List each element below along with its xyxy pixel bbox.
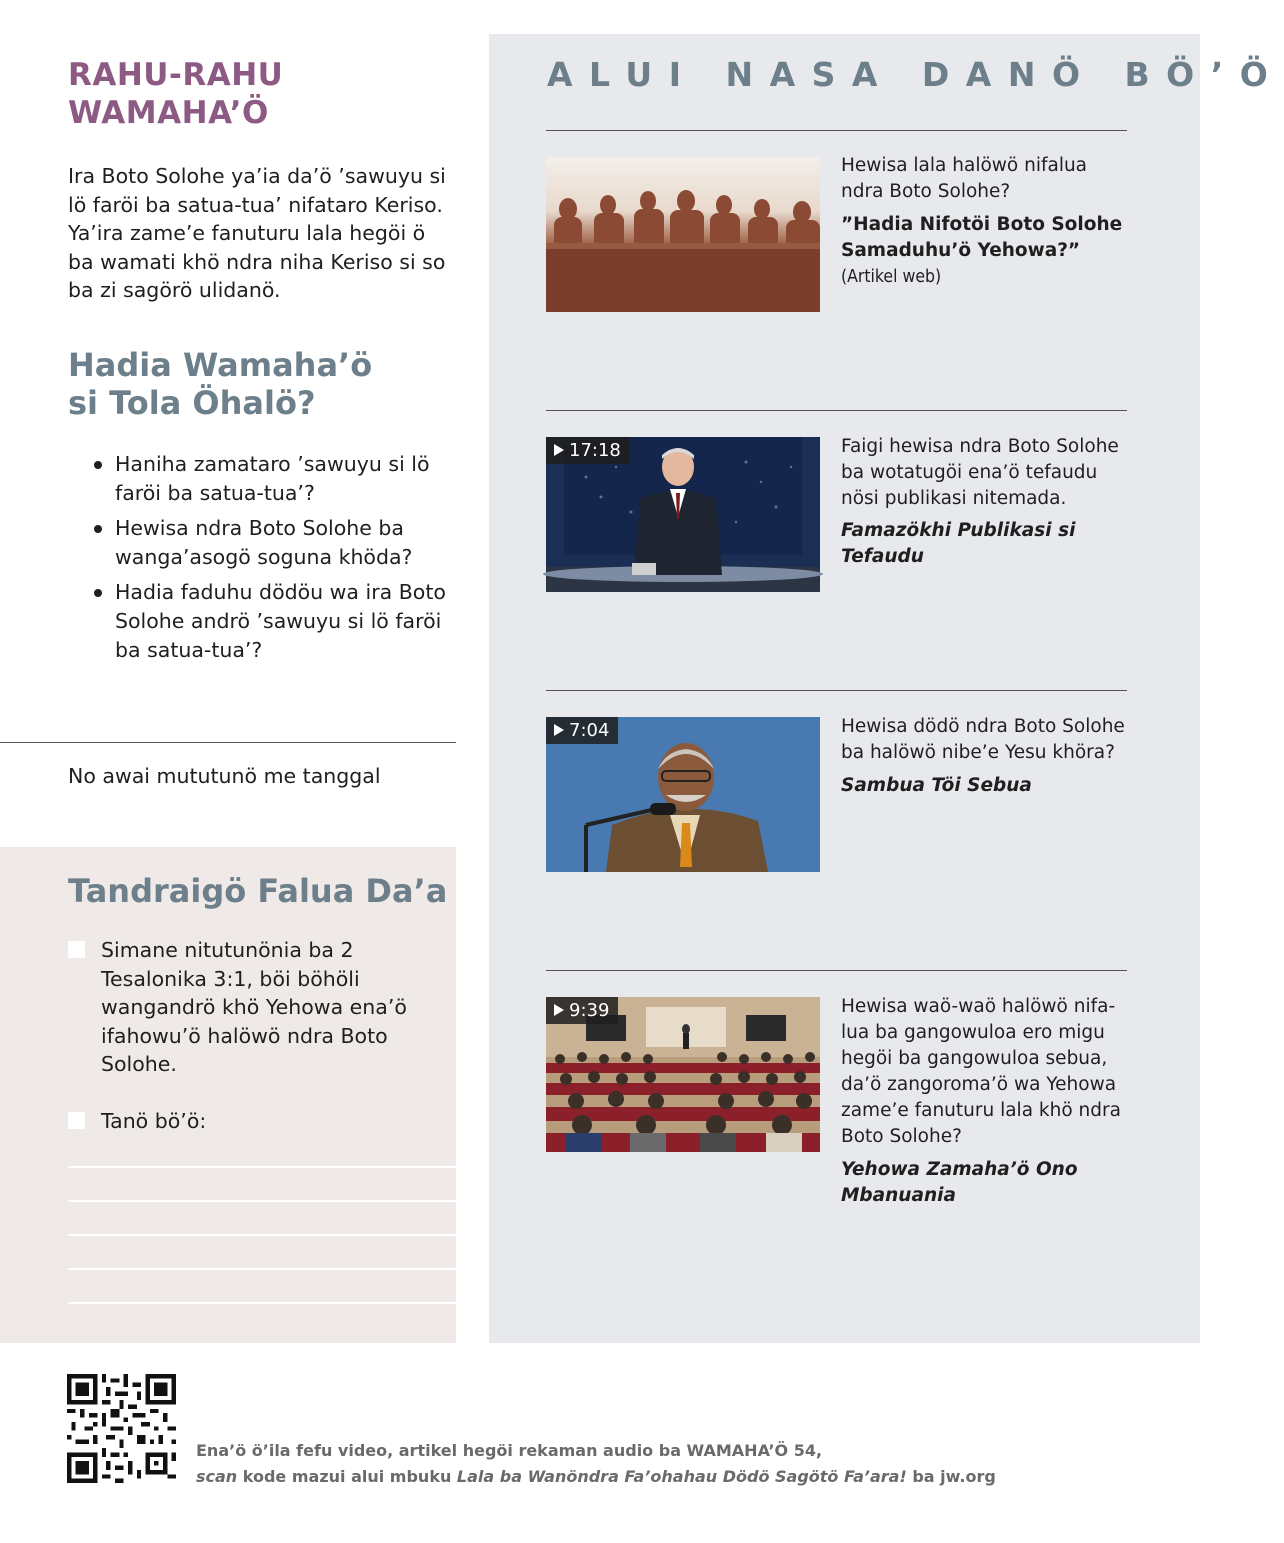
- reference-title[interactable]: ”Hadia Nifotöi Boto Solohe Samaduhu’ö Yehowa?”: [841, 214, 1123, 261]
- explore-question: Hewisa waö-waö halöwö nifa-lua ba gangowuloa ero migu hegöi ba gangowuloa sebua, da’ö zangoroma’ö wa Yehowa zame’e fanuturu lala khö ndra Boto Solohe?: [841, 996, 1121, 1147]
- video-duration-badge: [546, 437, 630, 464]
- video-thumbnail-sambua[interactable]: [546, 717, 820, 872]
- thumbnail-silhouette-meeting[interactable]: [546, 157, 820, 312]
- question-item: Hadia faduhu dödöu wa ira Boto Solohe andrö ’sawuyu si lö faröi ba satua-tua’?: [92, 578, 452, 664]
- goal-item-text: Tanö bö’ö:: [101, 1109, 207, 1133]
- goal-title: Tandraigö Falua Da’a: [68, 872, 448, 910]
- write-line[interactable]: [68, 1166, 456, 1168]
- silhouette-meeting-image: [546, 157, 820, 312]
- footer-scan: scan: [196, 1467, 238, 1486]
- explore-question: Hewisa dödö ndra Boto Solohe ba halöwö nibe’e Yesu khöra?: [841, 716, 1125, 763]
- footer-mid: kode mazui alui mbuku: [237, 1467, 457, 1486]
- play-icon: [554, 1004, 564, 1016]
- write-line[interactable]: [68, 1200, 456, 1202]
- goal-item-other[interactable]: [68, 1107, 438, 1136]
- reference-note: (Artikel web): [841, 267, 942, 287]
- goal-item[interactable]: [68, 936, 438, 1079]
- video-duration: 17:18: [569, 440, 621, 461]
- footer-line1: Ena’ö ö’ila fefu video, artikel hegöi rekaman audio ba WAMAHA’Ö 54,: [196, 1441, 823, 1460]
- footer-note: [196, 1438, 1136, 1490]
- summary-title: [68, 56, 448, 132]
- explore-reference-link[interactable]: Famazökhi Publikasi si Tefaudu: [841, 520, 1076, 567]
- divider: [546, 970, 1127, 971]
- question-item: Haniha zamataro ’sawuyu si lö faröi ba satua-tua’?: [92, 450, 452, 507]
- explore-question: Hewisa lala halöwö nifalua ndra Boto Solohe?: [841, 155, 1088, 202]
- summary-title-line2: WAMAHA’Ö: [68, 95, 269, 131]
- checkbox[interactable]: [68, 1112, 85, 1129]
- video-thumbnail-yehowa[interactable]: [546, 997, 820, 1152]
- play-icon: [554, 724, 564, 736]
- write-line[interactable]: [68, 1268, 456, 1270]
- qr-code-icon[interactable]: [67, 1374, 176, 1483]
- video-duration: 7:04: [569, 720, 610, 741]
- divider: [546, 130, 1127, 131]
- write-line[interactable]: [68, 1234, 456, 1236]
- divider: [546, 410, 1127, 411]
- summary-text: Ira Boto Solohe ya’ia da’ö ’sawuyu si lö faröi ba satua-tua’ nifataro Keriso. Ya’ira zame’e fanuturu lala hegöi ö ba wamati khö ndra niha Keriso si so ba zi sagörö ulidanö.: [68, 164, 446, 303]
- goal-item-text: Simane nitutunönia ba 2 Tesalonika 3:1, böi böhöli wangandrö khö Yehowa ena’ö ifahowu’ö halöwö ndra Boto Solohe.: [101, 938, 407, 1077]
- checkbox[interactable]: [68, 941, 85, 958]
- questions-list: [92, 450, 452, 671]
- divider: [0, 742, 456, 743]
- explore-title: ALUI NASA DANÖ BÖ’Ö: [547, 55, 1284, 94]
- video-thumbnail-publikasi[interactable]: [546, 437, 820, 592]
- explore-reference-link[interactable]: [841, 212, 1131, 290]
- questions-title: [68, 346, 448, 422]
- footer-end[interactable]: ba jw.org: [906, 1467, 996, 1486]
- explore-reference-link[interactable]: Sambua Töi Sebua: [841, 775, 1032, 796]
- write-line[interactable]: [68, 1302, 456, 1304]
- date-line: No awai mututunö me tanggal: [68, 764, 381, 788]
- questions-title-line2: si Tola Öhalö?: [68, 384, 316, 422]
- explore-reference-link[interactable]: Yehowa Zamaha’ö Ono Mbanuania: [841, 1159, 1078, 1206]
- video-duration-badge: [546, 717, 618, 744]
- divider: [546, 690, 1127, 691]
- video-duration: 9:39: [569, 1000, 610, 1021]
- question-item: Hewisa ndra Boto Solohe ba wanga’asogö soguna khöda?: [92, 514, 452, 571]
- video-duration-badge: [546, 997, 618, 1024]
- explore-question: Faigi hewisa ndra Boto Solohe ba wotatugöi ena’ö tefaudu nösi publikasi nitemada.: [841, 436, 1119, 509]
- questions-title-line1: Hadia Wamaha’ö: [68, 346, 373, 384]
- play-icon: [554, 444, 564, 456]
- footer-book-title: Lala ba Wanöndra Fa’ohahau Dödö Sagötö Fa’ara!: [456, 1467, 907, 1486]
- summary-title-line1: RAHU-RAHU: [68, 57, 284, 93]
